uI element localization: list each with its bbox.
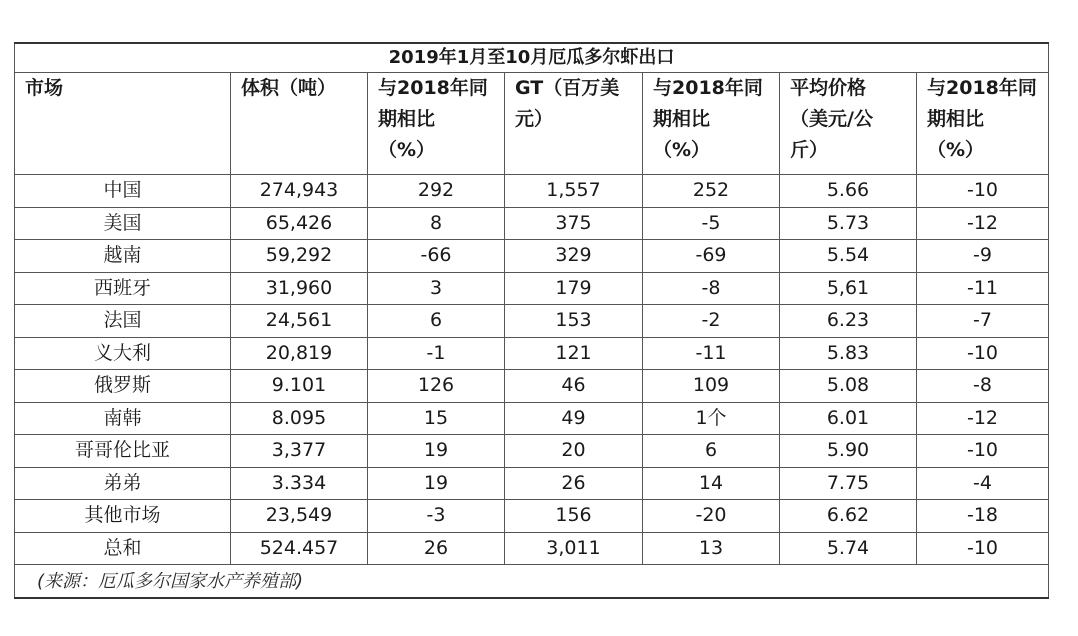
cell-market: 义大利 bbox=[15, 337, 231, 370]
cell-market: 其他市场 bbox=[15, 500, 231, 533]
cell-volume-yoy: 6 bbox=[368, 305, 505, 338]
cell-price-yoy: -7 bbox=[917, 305, 1049, 338]
table-row bbox=[15, 467, 1049, 500]
cell-avg-price: 5.08 bbox=[780, 370, 917, 403]
cell-market: 中国 bbox=[15, 175, 231, 208]
table-row bbox=[15, 207, 1049, 240]
cell-price-yoy: -12 bbox=[917, 402, 1049, 435]
cell-volume-yoy: -3 bbox=[368, 500, 505, 533]
cell-price-yoy: -9 bbox=[917, 240, 1049, 273]
cell-volume: 59,292 bbox=[231, 240, 368, 273]
cell-value: 49 bbox=[505, 402, 643, 435]
cell-value: 3,011 bbox=[505, 532, 643, 565]
table-row-total bbox=[15, 532, 1049, 565]
cell-volume: 24,561 bbox=[231, 305, 368, 338]
header-volume bbox=[231, 73, 368, 175]
cell-price-yoy: -18 bbox=[917, 500, 1049, 533]
cell-volume-yoy: -66 bbox=[368, 240, 505, 273]
table-row bbox=[15, 402, 1049, 435]
cell-avg-price: 6.01 bbox=[780, 402, 917, 435]
cell-price-yoy: -10 bbox=[917, 435, 1049, 468]
table-source-row bbox=[15, 565, 1049, 599]
cell-value-yoy: -20 bbox=[643, 500, 780, 533]
cell-value-yoy: 6 bbox=[643, 435, 780, 468]
table-row bbox=[15, 175, 1049, 208]
cell-market: 越南 bbox=[15, 240, 231, 273]
cell-avg-price: 5.54 bbox=[780, 240, 917, 273]
header-value-label: GT（百万美 元） bbox=[515, 77, 620, 130]
table-title: 2019年1月至10月厄瓜多尔虾出口 bbox=[15, 43, 1049, 73]
header-avg-price-label: 平均价格 （美元/公 斤） bbox=[790, 77, 873, 161]
cell-value: 1,557 bbox=[505, 175, 643, 208]
cell-value: 46 bbox=[505, 370, 643, 403]
cell-value-yoy: 252 bbox=[643, 175, 780, 208]
cell-market: 西班牙 bbox=[15, 272, 231, 305]
cell-avg-price: 5.90 bbox=[780, 435, 917, 468]
cell-market: 南韩 bbox=[15, 402, 231, 435]
cell-avg-price: 6.62 bbox=[780, 500, 917, 533]
cell-volume-yoy: 126 bbox=[368, 370, 505, 403]
header-value-yoy bbox=[643, 73, 780, 175]
header-market bbox=[15, 73, 231, 175]
cell-avg-price: 5.66 bbox=[780, 175, 917, 208]
table-row bbox=[15, 337, 1049, 370]
table-row bbox=[15, 240, 1049, 273]
cell-value: 121 bbox=[505, 337, 643, 370]
cell-volume: 31,960 bbox=[231, 272, 368, 305]
header-market-label: 市场 bbox=[25, 77, 64, 99]
cell-value: 20 bbox=[505, 435, 643, 468]
cell-price-yoy: -10 bbox=[917, 175, 1049, 208]
cell-value: 26 bbox=[505, 467, 643, 500]
cell-volume: 9.101 bbox=[231, 370, 368, 403]
cell-value: 156 bbox=[505, 500, 643, 533]
cell-volume: 20,819 bbox=[231, 337, 368, 370]
header-price-yoy-label: 与2018年同 期相比 （%） bbox=[927, 77, 1037, 161]
shrimp-export-table bbox=[14, 42, 1049, 599]
cell-volume-yoy: -1 bbox=[368, 337, 505, 370]
cell-volume: 23,549 bbox=[231, 500, 368, 533]
cell-market: 法国 bbox=[15, 305, 231, 338]
cell-avg-price: 6.23 bbox=[780, 305, 917, 338]
cell-volume: 524.457 bbox=[231, 532, 368, 565]
cell-volume: 8.095 bbox=[231, 402, 368, 435]
cell-value-yoy: -8 bbox=[643, 272, 780, 305]
header-value bbox=[505, 73, 643, 175]
cell-volume: 274,943 bbox=[231, 175, 368, 208]
cell-market: 哥哥伦比亚 bbox=[15, 435, 231, 468]
cell-price-yoy: -10 bbox=[917, 532, 1049, 565]
cell-volume-yoy: 26 bbox=[368, 532, 505, 565]
cell-volume-yoy: 8 bbox=[368, 207, 505, 240]
table-row bbox=[15, 370, 1049, 403]
cell-value: 329 bbox=[505, 240, 643, 273]
header-volume-yoy bbox=[368, 73, 505, 175]
header-value-yoy-label: 与2018年同 期相比 （%） bbox=[653, 77, 763, 161]
cell-value-yoy: 1个 bbox=[643, 402, 780, 435]
cell-market: 弟弟 bbox=[15, 467, 231, 500]
cell-volume-yoy: 292 bbox=[368, 175, 505, 208]
table-row bbox=[15, 500, 1049, 533]
cell-value-yoy: -2 bbox=[643, 305, 780, 338]
cell-volume: 3.334 bbox=[231, 467, 368, 500]
cell-volume-yoy: 19 bbox=[368, 467, 505, 500]
cell-volume-yoy: 3 bbox=[368, 272, 505, 305]
table-row bbox=[15, 305, 1049, 338]
cell-value-yoy: -69 bbox=[643, 240, 780, 273]
cell-price-yoy: -10 bbox=[917, 337, 1049, 370]
cell-value-yoy: 14 bbox=[643, 467, 780, 500]
table-header-row bbox=[15, 73, 1049, 175]
header-volume-yoy-label: 与2018年同 期相比 （%） bbox=[378, 77, 488, 161]
cell-volume: 3,377 bbox=[231, 435, 368, 468]
header-price-yoy bbox=[917, 73, 1049, 175]
cell-price-yoy: -12 bbox=[917, 207, 1049, 240]
table-row bbox=[15, 435, 1049, 468]
header-avg-price bbox=[780, 73, 917, 175]
table-source-note: (来源：厄瓜多尔国家水产养殖部) bbox=[15, 565, 1049, 599]
cell-value-yoy: -11 bbox=[643, 337, 780, 370]
cell-price-yoy: -11 bbox=[917, 272, 1049, 305]
cell-value: 153 bbox=[505, 305, 643, 338]
table-title-row bbox=[15, 43, 1049, 73]
cell-value: 375 bbox=[505, 207, 643, 240]
cell-avg-price: 5.74 bbox=[780, 532, 917, 565]
table-row bbox=[15, 272, 1049, 305]
cell-volume-yoy: 15 bbox=[368, 402, 505, 435]
header-volume-label: 体积（吨） bbox=[241, 77, 337, 99]
cell-avg-price: 5.83 bbox=[780, 337, 917, 370]
cell-value-yoy: -5 bbox=[643, 207, 780, 240]
cell-market: 美国 bbox=[15, 207, 231, 240]
cell-avg-price: 5.73 bbox=[780, 207, 917, 240]
cell-volume-yoy: 19 bbox=[368, 435, 505, 468]
cell-price-yoy: -8 bbox=[917, 370, 1049, 403]
cell-value: 179 bbox=[505, 272, 643, 305]
cell-volume: 65,426 bbox=[231, 207, 368, 240]
cell-value-yoy: 13 bbox=[643, 532, 780, 565]
cell-market: 俄罗斯 bbox=[15, 370, 231, 403]
cell-avg-price: 7.75 bbox=[780, 467, 917, 500]
cell-market: 总和 bbox=[15, 532, 231, 565]
cell-value-yoy: 109 bbox=[643, 370, 780, 403]
cell-price-yoy: -4 bbox=[917, 467, 1049, 500]
cell-avg-price: 5,61 bbox=[780, 272, 917, 305]
